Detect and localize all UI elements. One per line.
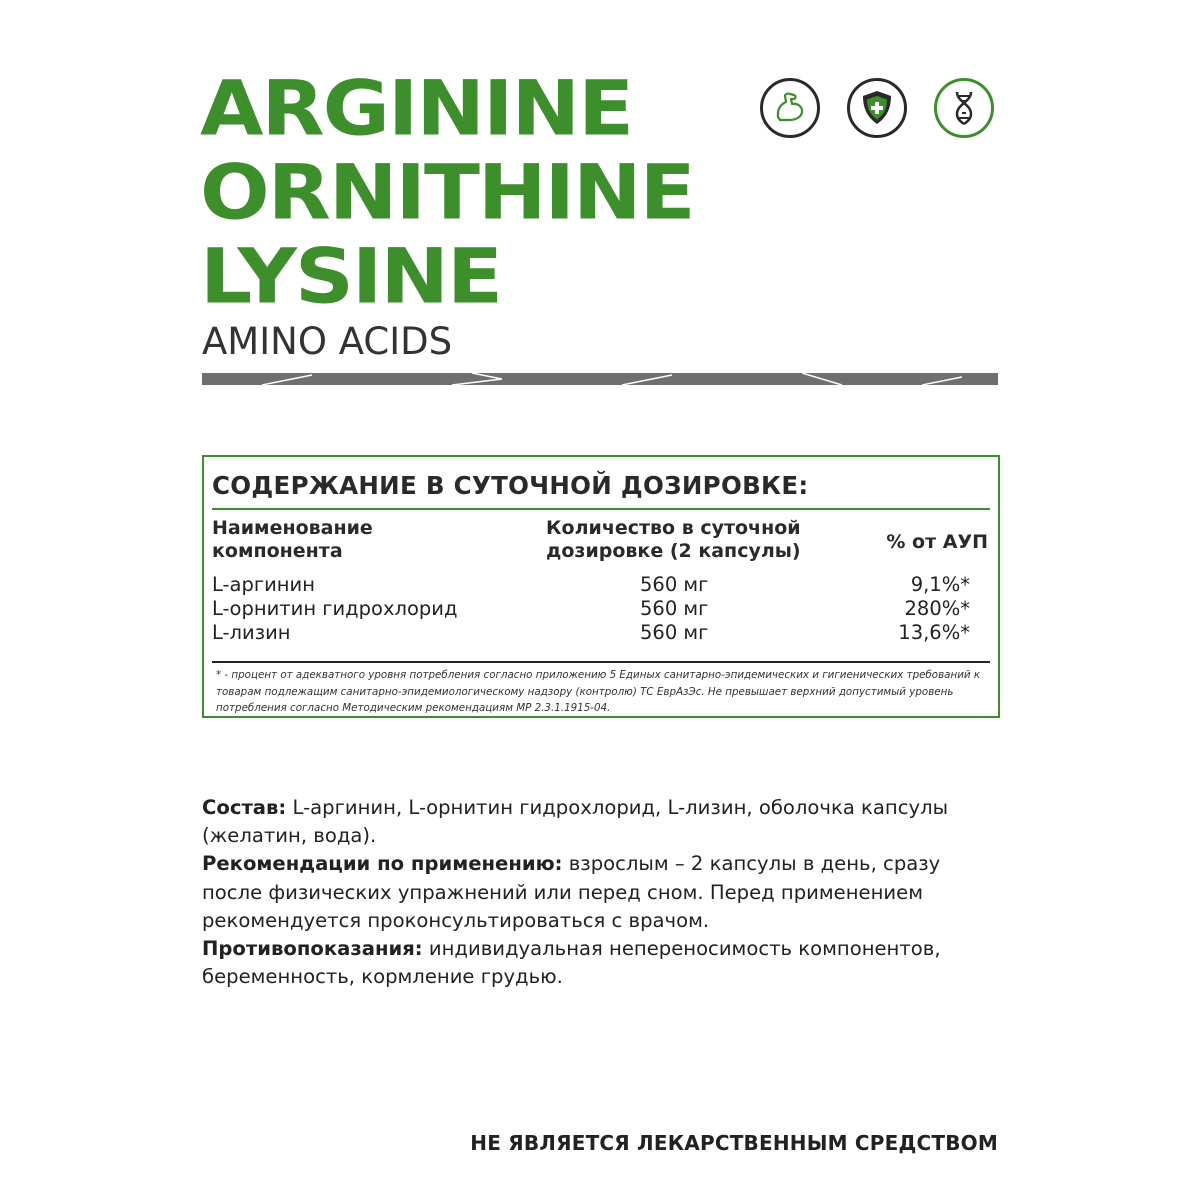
feature-icons xyxy=(757,77,1001,143)
product-info xyxy=(202,794,1002,991)
usage-label: Рекомендации по применению: xyxy=(202,852,563,876)
contraindications-text: индивидуальная непереносимость компонентов, беременность, кормление грудью. xyxy=(202,937,941,989)
row-name-arginine: L-аргинин xyxy=(212,573,315,596)
composition-text: L-аргинин, L-орнитин гидрохлорид, L-лизин, оболочка капсулы (желатин, вода). xyxy=(202,796,949,848)
row-pct-lysine: 13,6%* xyxy=(898,621,970,644)
product-subtitle: AMINO ACIDS xyxy=(202,320,453,363)
col-header-name-line2: компонента xyxy=(212,540,343,562)
row-qty-ornithine: 560 мг xyxy=(640,597,709,620)
title-line-3: LYSINE xyxy=(200,233,502,321)
title-line-2: ORNITHINE xyxy=(200,149,694,237)
row-name-lysine: L-лизин xyxy=(212,621,291,644)
composition-label: Состав: xyxy=(202,796,287,819)
col-header-percent: % от АУП xyxy=(886,531,988,553)
row-pct-arginine: 9,1%* xyxy=(910,573,970,596)
shield-cross-icon xyxy=(846,77,908,139)
panel-title: СОДЕРЖАНИЕ В СУТОЧНОЙ ДОЗИРОВКЕ: xyxy=(212,471,809,500)
col-header-name xyxy=(212,517,373,563)
row-qty-arginine: 560 мг xyxy=(640,573,709,596)
dna-icon xyxy=(933,77,995,139)
footnote: * - процент от адекватного уровня потребления согласно приложению 5 Единых санитарно-эпидемических и гигиенических требований к товарам подлежащим санитарно-эпидемиологическому надзору (контролю) ТС ЕврАзЭс. Не превышает верхний допустимый уровень потребления согласно Методическим рекомендациям МР 2.3.1.1915-04. xyxy=(216,669,981,714)
muscle-arm-icon xyxy=(759,77,821,139)
row-name-ornithine: L-орнитин гидрохлорид xyxy=(212,597,458,620)
panel-divider xyxy=(212,508,990,510)
disclaimer: НЕ ЯВЛЯЕТСЯ ЛЕКАРСТВЕННЫМ СРЕДСТВОМ xyxy=(470,1131,998,1155)
title-line-1: ARGININE xyxy=(200,65,633,153)
col-header-qty-line2: дозировке (2 капсулы) xyxy=(546,540,801,562)
row-pct-ornithine: 280%* xyxy=(904,597,970,620)
footnote-divider xyxy=(212,661,990,663)
col-header-qty xyxy=(546,517,801,563)
usage-text: взрослым – 2 капсулы в день, сразу после физических упражнений или перед сном. Перед применением рекомендуется проконсультироваться с врачом. xyxy=(202,852,941,932)
row-qty-lysine: 560 мг xyxy=(640,621,709,644)
col-header-name-line1: Наименование xyxy=(212,517,373,539)
contraindications-label: Противопоказания: xyxy=(202,937,423,961)
decorative-stripe xyxy=(202,373,998,385)
col-header-qty-line1: Количество в суточной xyxy=(546,517,801,539)
daily-dose-panel xyxy=(202,455,1000,718)
